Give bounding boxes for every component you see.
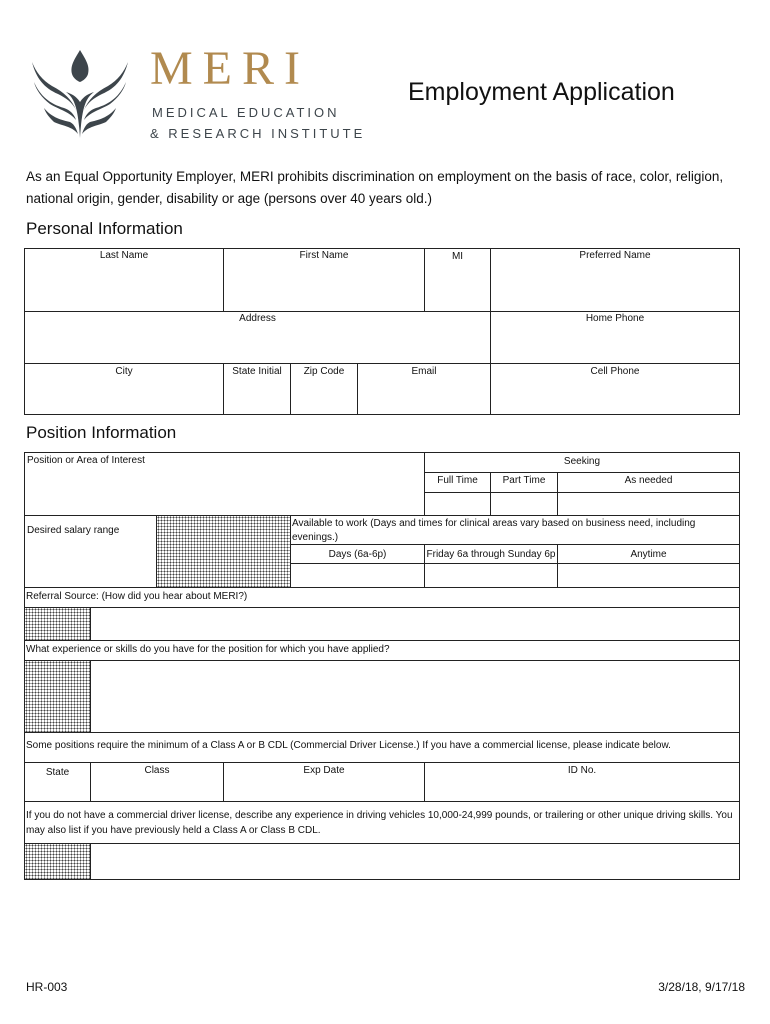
home-phone-field[interactable] [490,311,740,364]
cdl-note-cell [24,732,740,763]
state-initial-label: State Initial [232,366,282,377]
zip-code-label: Zip Code [303,366,345,377]
referral-header [24,587,740,608]
referral-marker [24,607,91,641]
logo-subtitle-line2: & RESEARCH INSTITUTE [150,126,366,141]
anytime-label: Anytime [630,549,667,560]
position-interest-field[interactable] [24,452,425,516]
form-id: HR-003 [26,980,68,994]
desired-salary-label-cell [24,515,157,588]
last-name-field[interactable] [24,248,224,312]
available-note: Available to work (Days and times for clinical areas vary based on business need, including evenings.) [292,518,696,543]
mi-label: MI [451,251,464,262]
id-no-field[interactable] [424,762,740,802]
referral-input[interactable] [90,607,740,641]
section-heading-position: Position Information [26,423,177,442]
state-label: State [45,767,70,778]
cell-phone-field[interactable] [490,363,740,415]
mi-field[interactable] [424,248,491,312]
exp-date-field[interactable] [223,762,425,802]
no-cdl-input[interactable] [90,843,740,880]
class-field[interactable] [90,762,224,802]
address-label: Address [239,313,276,324]
exp-date-label: Exp Date [303,765,345,776]
experience-header [24,640,740,661]
days-checkbox[interactable] [290,563,425,588]
desired-salary-label: Desired salary range [27,525,120,536]
desired-salary-input[interactable] [156,515,291,588]
no-cdl-marker [24,843,91,880]
section-heading-personal: Personal Information [26,219,183,238]
weekend-header [424,544,558,564]
page-title: Employment Application [408,78,675,106]
full-time-label: Full Time [437,475,478,486]
first-name-label: First Name [299,250,349,261]
preferred-name-label: Preferred Name [579,250,651,261]
days-label: Days (6a-6p) [328,549,387,560]
experience-input[interactable] [90,660,740,733]
experience-marker [24,660,91,733]
last-name-label: Last Name [99,250,149,261]
zip-code-field[interactable] [290,363,358,415]
revision-dates: 3/28/18, 9/17/18 [658,980,745,994]
email-field[interactable] [357,363,491,415]
as-needed-header [557,472,740,493]
days-header [290,544,425,564]
weekend-label: Friday 6a through Sunday 6p [426,549,556,560]
state-field[interactable] [24,762,91,802]
logo-wordmark: MERI [150,42,310,95]
class-label: Class [144,765,170,776]
position-interest-label: Position or Area of Interest [27,455,145,466]
city-field[interactable] [24,363,224,415]
anytime-checkbox[interactable] [557,563,740,588]
email-label: Email [411,366,437,377]
full-time-header [424,472,491,493]
part-time-checkbox[interactable] [490,492,558,516]
no-cdl-note: If you do not have a commercial driver license, describe any experience in driving vehicles 10,000-24,999 pounds, or trailering or other unique driving skills. You may also list if you have previously held a Class A or Class B CDL. [26,810,733,836]
seeking-label: Seeking [563,456,601,467]
referral-label: Referral Source: (How did you hear about MERI?) [26,591,248,602]
cdl-note: Some positions require the minimum of a Class A or B CDL (Commercial Driver License.) If you have a commercial license, please indicate below. [26,740,671,751]
experience-label: What experience or skills do you have for the position for which you have applied? [26,644,390,655]
no-cdl-note-cell [24,801,740,844]
available-note-cell [290,515,740,545]
first-name-field[interactable] [223,248,425,312]
seeking-header [424,452,740,473]
intro-statement: As an Equal Opportunity Employer, MERI prohibits discrimination on employment on the basis of race, color, religion, national origin, gender, disability or age (persons over 40 years old.) [26,169,724,206]
part-time-header [490,472,558,493]
as-needed-checkbox[interactable] [557,492,740,516]
logo-subtitle-line1: MEDICAL EDUCATION [152,105,340,120]
home-phone-label: Home Phone [585,313,645,324]
preferred-name-field[interactable] [490,248,740,312]
state-initial-field[interactable] [223,363,291,415]
weekend-checkbox[interactable] [424,563,558,588]
cell-phone-label: Cell Phone [590,366,640,377]
anytime-header [557,544,740,564]
as-needed-label: As needed [624,475,673,486]
address-field[interactable] [24,311,491,364]
id-no-label: ID No. [567,765,597,776]
part-time-label: Part Time [502,475,546,486]
full-time-checkbox[interactable] [424,492,491,516]
meri-logo-icon [30,48,130,140]
city-label: City [115,366,133,377]
